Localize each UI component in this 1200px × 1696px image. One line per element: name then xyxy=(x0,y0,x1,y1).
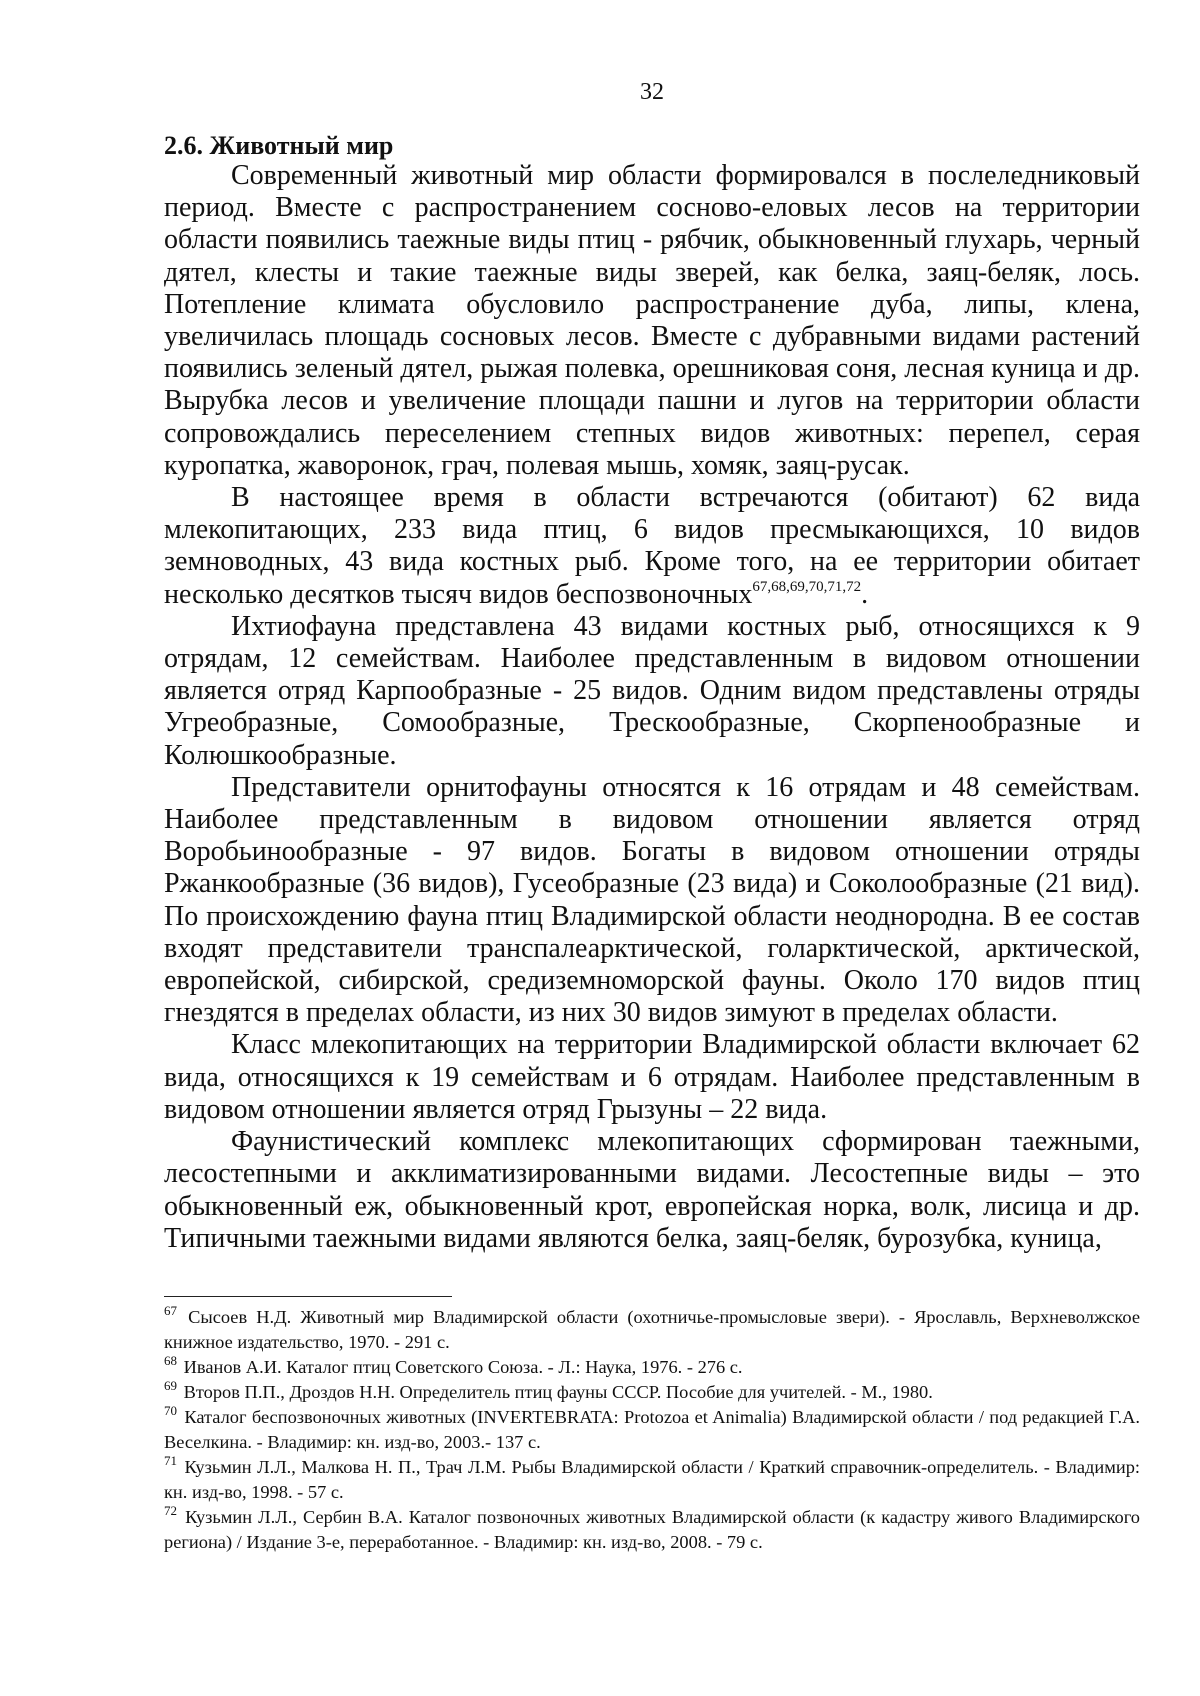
paragraph-ornithofauna xyxy=(164,772,1140,1030)
footnote-number: 68 xyxy=(164,1353,177,1368)
paragraph-text: Ихтиофауна представлена 43 видами костных рыб, относящихся к 9 отрядам, 12 семействам. Наиболее представленным в видовом отношении является отряд Карпообразные - 25 видов. Одним видом представлены отряды Угреобразные, Сомообразные, Трескообразные, Скорпенообразные и Колюшкообразные. xyxy=(164,610,1140,771)
footnote-72 xyxy=(164,1505,1140,1555)
paragraph-mammals xyxy=(164,1029,1140,1126)
footnote-text: Второв П.П., Дроздов Н.Н. Определитель птиц фауны СССР. Пособие для учителей. - М., 1980. xyxy=(183,1382,933,1402)
paragraph-origin xyxy=(164,160,1140,482)
document-page xyxy=(164,0,1140,1696)
paragraph-species-counts xyxy=(164,482,1140,611)
footnote-71 xyxy=(164,1455,1140,1505)
footnote-reference: 67,68,69,70,71,72 xyxy=(752,578,862,595)
footnote-68 xyxy=(164,1355,1140,1380)
footnote-text: Каталог беспозвоночных животных (INVERTEBRATA: Protozoa et Animalia) Владимирской области / под редакцией Г.А. Веселкина. - Владимир: кн. изд-во, 2003.- 137 с. xyxy=(164,1407,1140,1452)
body-text xyxy=(164,160,1140,1255)
paragraph-faunal-complex xyxy=(164,1126,1140,1255)
footnotes xyxy=(164,1305,1140,1555)
paragraph-text: В настоящее время в области встречаются (обитают) 62 вида млекопитающих, 233 вида птиц, 6 видов пресмыкающихся, 10 видов земноводных, 43 вида костных рыб. Кроме того, на ее территории обитает несколько десятков тысяч видов беспозвоночных xyxy=(164,482,1140,610)
footnote-text: Иванов А.И. Каталог птиц Советского Союза. - Л.: Наука, 1976. - 276 с. xyxy=(183,1357,743,1377)
page-number: 32 xyxy=(640,79,664,105)
paragraph-text: Класс млекопитающих на территории Владимирской области включает 62 вида, относящихся к 19 семействам и 6 отрядам. Наиболее представленным в видовом отношении является отряд Грызуны – 22 вида. xyxy=(164,1029,1140,1125)
paragraph-text: Представители орнитофауны относятся к 16 отрядам и 48 семействам. Наиболее представленным в видовом отношении является отряд Воробьинообразные - 97 видов. Богаты в видовом отношении отряды Ржанкообразные (36 видов), Гусеобразные (23 вида) и Соколообразные (21 вид). По происхождению фауна птиц Владимирской области неоднородна. В ее состав входят представители транспалеарктической, голарктической, арктической, европейской, сибирской, средиземноморской фауны. Около 170 видов птиц гнездятся в пределах области, из них 30 видов зимуют в пределах области. xyxy=(164,771,1140,1029)
footnote-text: Кузьмин Л.Л., Сербин В.А. Каталог позвоночных животных Владимирской области (к кадастру живого Владимирского региона) / Издание 3-е, переработанное. - Владимир: кн. изд-во, 2008. - 79 с. xyxy=(164,1507,1140,1552)
section-title: 2.6. Животный мир xyxy=(164,131,394,160)
paragraph-text: Фаунистический комплекс млекопитающих сформирован таежными, лесостепными и акклиматизированными видами. Лесостепные виды – это обыкновенный еж, обыкновенный крот, европейская норка, волк, лисица и др. Типичными таежными видами являются белка, заяц-беляк, бурозубка, куница, xyxy=(164,1126,1140,1254)
footnote-69 xyxy=(164,1380,1140,1405)
footnote-number: 71 xyxy=(164,1453,177,1468)
footnote-text: Кузьмин Л.Л., Малкова Н. П., Трач Л.М. Рыбы Владимирской области / Краткий справочник-определитель. - Владимир: кн. изд-во, 1998. - 57 с. xyxy=(164,1457,1140,1502)
footnote-number: 70 xyxy=(164,1403,177,1418)
footnote-number: 67 xyxy=(164,1303,177,1318)
paragraph-tail: . xyxy=(861,578,869,610)
paragraph-ichthyofauna xyxy=(164,611,1140,772)
footnote-70 xyxy=(164,1405,1140,1455)
footnote-text: Сысоев Н.Д. Животный мир Владимирской области (охотничье-промысловые звери). - Ярославль, Верхневолжское книжное издательство, 1970. - 291 с. xyxy=(164,1307,1141,1352)
paragraph-text: Современный животный мир области формировался в послеледниковый период. Вместе с распространением сосново-еловых лесов на территории области появились таежные виды птиц - рябчик, обыкновенный глухарь, черный дятел, клесты и такие таежные виды зверей, как белка, заяц-беляк, лось. Потепление климата обусловило распространение дуба, липы, клена, увеличилась площадь сосновых лесов. Вместе с дубравными видами растений появились зеленый дятел, рыжая полевка, орешниковая соня, лесная куница и др. Вырубка лесов и увеличение площади пашни и лугов на территории области сопровождались переселением степных видов животных: перепел, серая куропатка, жаворонок, грач, полевая мышь, хомяк, заяц-русак. xyxy=(164,160,1140,481)
footnote-67 xyxy=(164,1305,1140,1355)
footnote-number: 69 xyxy=(164,1378,177,1393)
footnote-number: 72 xyxy=(164,1503,177,1518)
footnote-separator xyxy=(164,1296,452,1297)
